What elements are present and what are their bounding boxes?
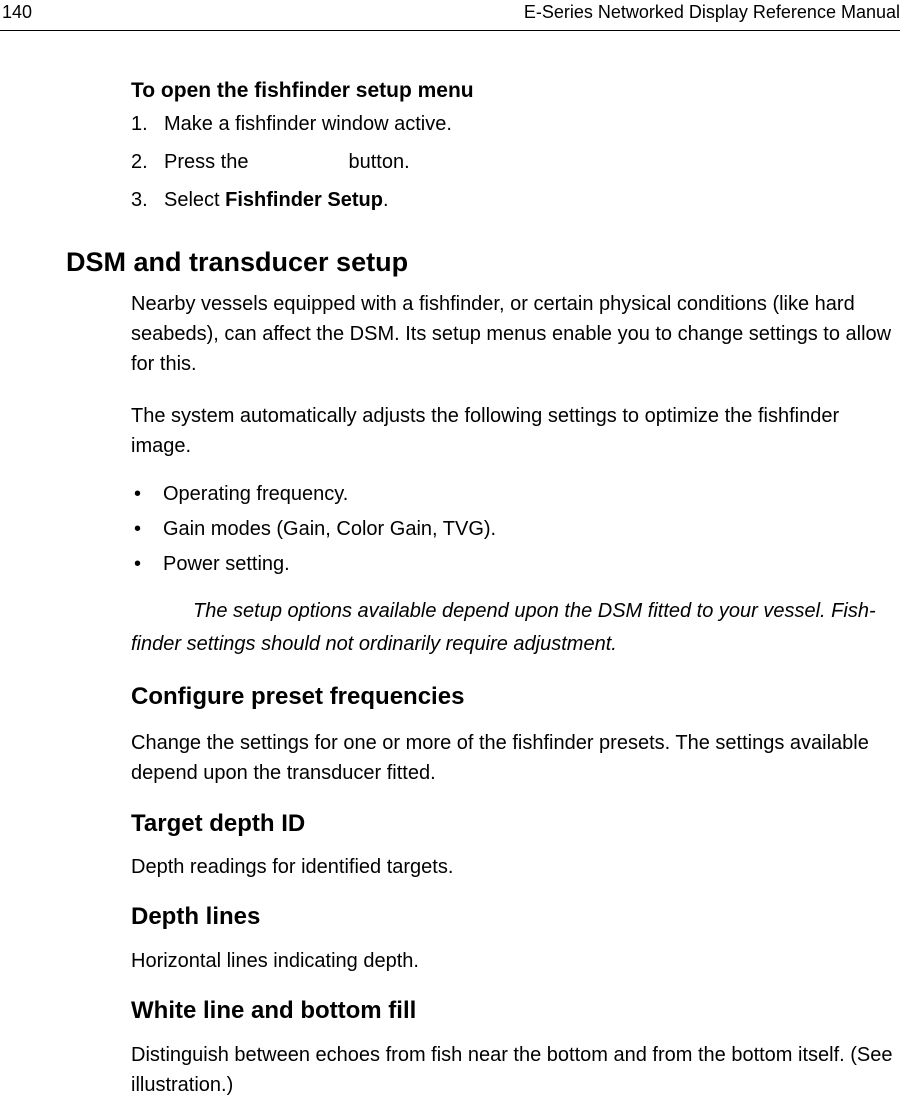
note-text: The setup options available depend upon the DSM fitted to your vessel. Fish-finder settings should not ordinarily require adjustment. [131,600,876,655]
paragraph: Nearby vessels equipped with a fishfinder, or certain physical conditions (like hard seabeds), can affect the DSM. Its setup menus enable you to change settings to allow for this. [131,293,892,375]
step-text: button. [348,151,410,173]
subsection-heading: Target depth ID [131,810,306,837]
subsection-heading: White line and bottom fill [131,997,417,1024]
bullet: • [134,483,142,505]
menu-option-name: Fishfinder Setup [225,189,383,211]
procedure-steps [131,111,452,225]
list-item-text: Gain modes (Gain, Color Gain, TVG). [163,518,497,540]
step-number: 2. [131,151,148,173]
section-heading: DSM and transducer setup [66,247,409,277]
paragraph: Horizontal lines indicating depth. [131,950,419,972]
step-3 [131,187,452,225]
list-item-text: Power setting. [163,553,290,575]
step-text: Press the [164,151,249,173]
paragraph: Distinguish between echoes from fish near the bottom and from the bottom itself. (See illustration.) [131,1044,893,1096]
page-header [0,0,900,31]
step-text: Select [164,189,220,211]
page-number: 140 [2,2,33,22]
subsection-heading: Configure preset frequencies [131,683,465,710]
list-item [131,550,496,585]
step-number: 1. [131,113,148,135]
step-number: 3. [131,189,148,211]
settings-list [131,480,496,585]
manual-title: E-Series Networked Display Reference Manual [523,2,900,22]
paragraph: Change the settings for one or more of the fishfinder presets. The settings available depend upon the transducer fitted. [131,732,869,784]
step-text: . [382,189,389,211]
procedure-heading: To open the fishfinder setup menu [131,79,474,102]
step-2 [131,149,452,187]
step-text: Make a fishfinder window active. [164,113,452,135]
paragraph: The system automatically adjusts the following settings to optimize the fishfinder image. [131,405,840,457]
paragraph: Depth readings for identified targets. [131,856,454,878]
bullet: • [134,553,142,575]
step-1 [131,111,452,149]
list-item [131,515,496,550]
list-item-text: Operating frequency. [163,483,349,505]
subsection-heading: Depth lines [131,903,261,930]
bullet: • [134,518,142,540]
list-item [131,480,496,515]
